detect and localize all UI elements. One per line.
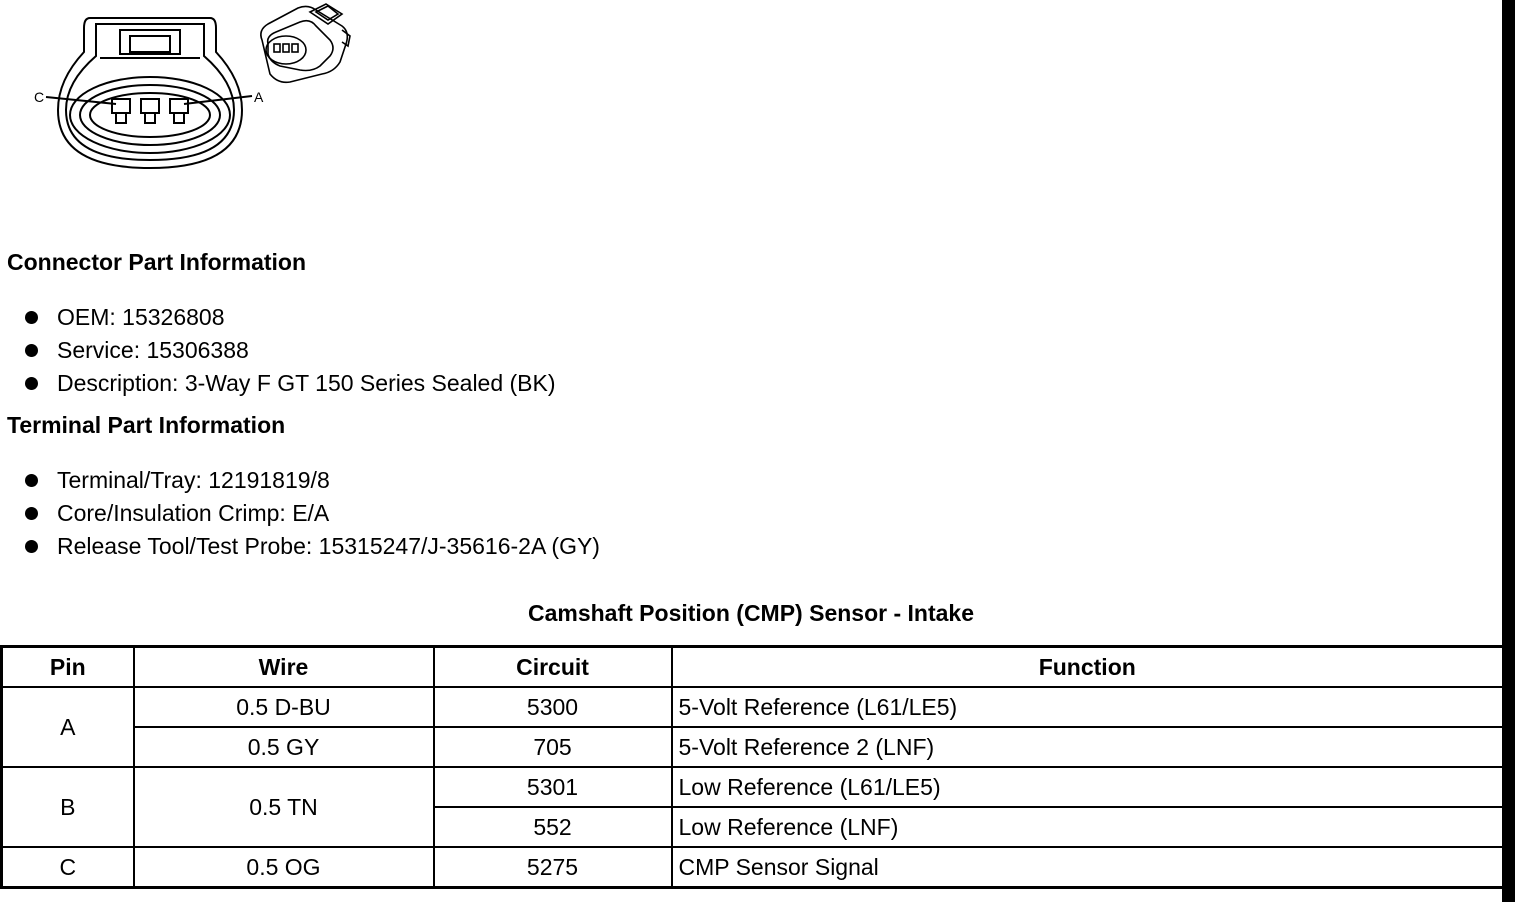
pin-cell: C — [2, 847, 134, 888]
wire-cell: 0.5 D-BU — [134, 687, 434, 727]
pin-cell: B — [2, 767, 134, 847]
terminal-part-info-heading: Terminal Part Information — [7, 412, 286, 438]
circuit-cell: 552 — [434, 807, 672, 847]
wire-cell: 0.5 TN — [134, 767, 434, 847]
wire-cell: 0.5 OG — [134, 847, 434, 888]
column-header-function: Function — [672, 647, 1504, 688]
list-item: Description: 3-Way F GT 150 Series Sealed (BK) — [24, 367, 556, 400]
table-row — [2, 727, 1504, 767]
circuit-cell: 705 — [434, 727, 672, 767]
connector-part-info-heading: Connector Part Information — [7, 249, 307, 275]
function-cell: 5-Volt Reference 2 (LNF) — [672, 727, 1504, 767]
connector-part-info-list — [24, 301, 556, 400]
circuit-cell: 5301 — [434, 767, 672, 807]
function-cell: 5-Volt Reference (L61/LE5) — [672, 687, 1504, 727]
circuit-cell: 5300 — [434, 687, 672, 727]
pin-cell: A — [2, 687, 134, 767]
column-header-pin: Pin — [2, 647, 134, 688]
table-row — [2, 767, 1504, 807]
table-row — [2, 687, 1504, 727]
pin-c-label: C — [34, 89, 45, 105]
list-item: Core/Insulation Crimp: E/A — [24, 497, 600, 530]
table-row — [2, 847, 1504, 888]
circuit-cell: 5275 — [434, 847, 672, 888]
column-header-circuit: Circuit — [434, 647, 672, 688]
wire-cell: 0.5 GY — [134, 727, 434, 767]
list-item: Release Tool/Test Probe: 15315247/J-35616-2A (GY) — [24, 530, 600, 563]
function-cell: Low Reference (L61/LE5) — [672, 767, 1504, 807]
pin-a-label: A — [254, 89, 264, 105]
list-item: Terminal/Tray: 12191819/8 — [24, 464, 600, 497]
table-title: Camshaft Position (CMP) Sensor - Intake — [527, 600, 974, 626]
connector-face-diagram — [30, 10, 270, 180]
table-header-row — [2, 647, 1504, 688]
column-header-wire: Wire — [134, 647, 434, 688]
list-item: OEM: 15326808 — [24, 301, 556, 334]
pinout-table — [0, 645, 1505, 889]
list-item: Service: 15306388 — [24, 334, 556, 367]
function-cell: Low Reference (LNF) — [672, 807, 1504, 847]
terminal-part-info-list — [24, 464, 600, 563]
function-cell: CMP Sensor Signal — [672, 847, 1504, 888]
connector-isometric-thumbnail — [250, 0, 360, 90]
